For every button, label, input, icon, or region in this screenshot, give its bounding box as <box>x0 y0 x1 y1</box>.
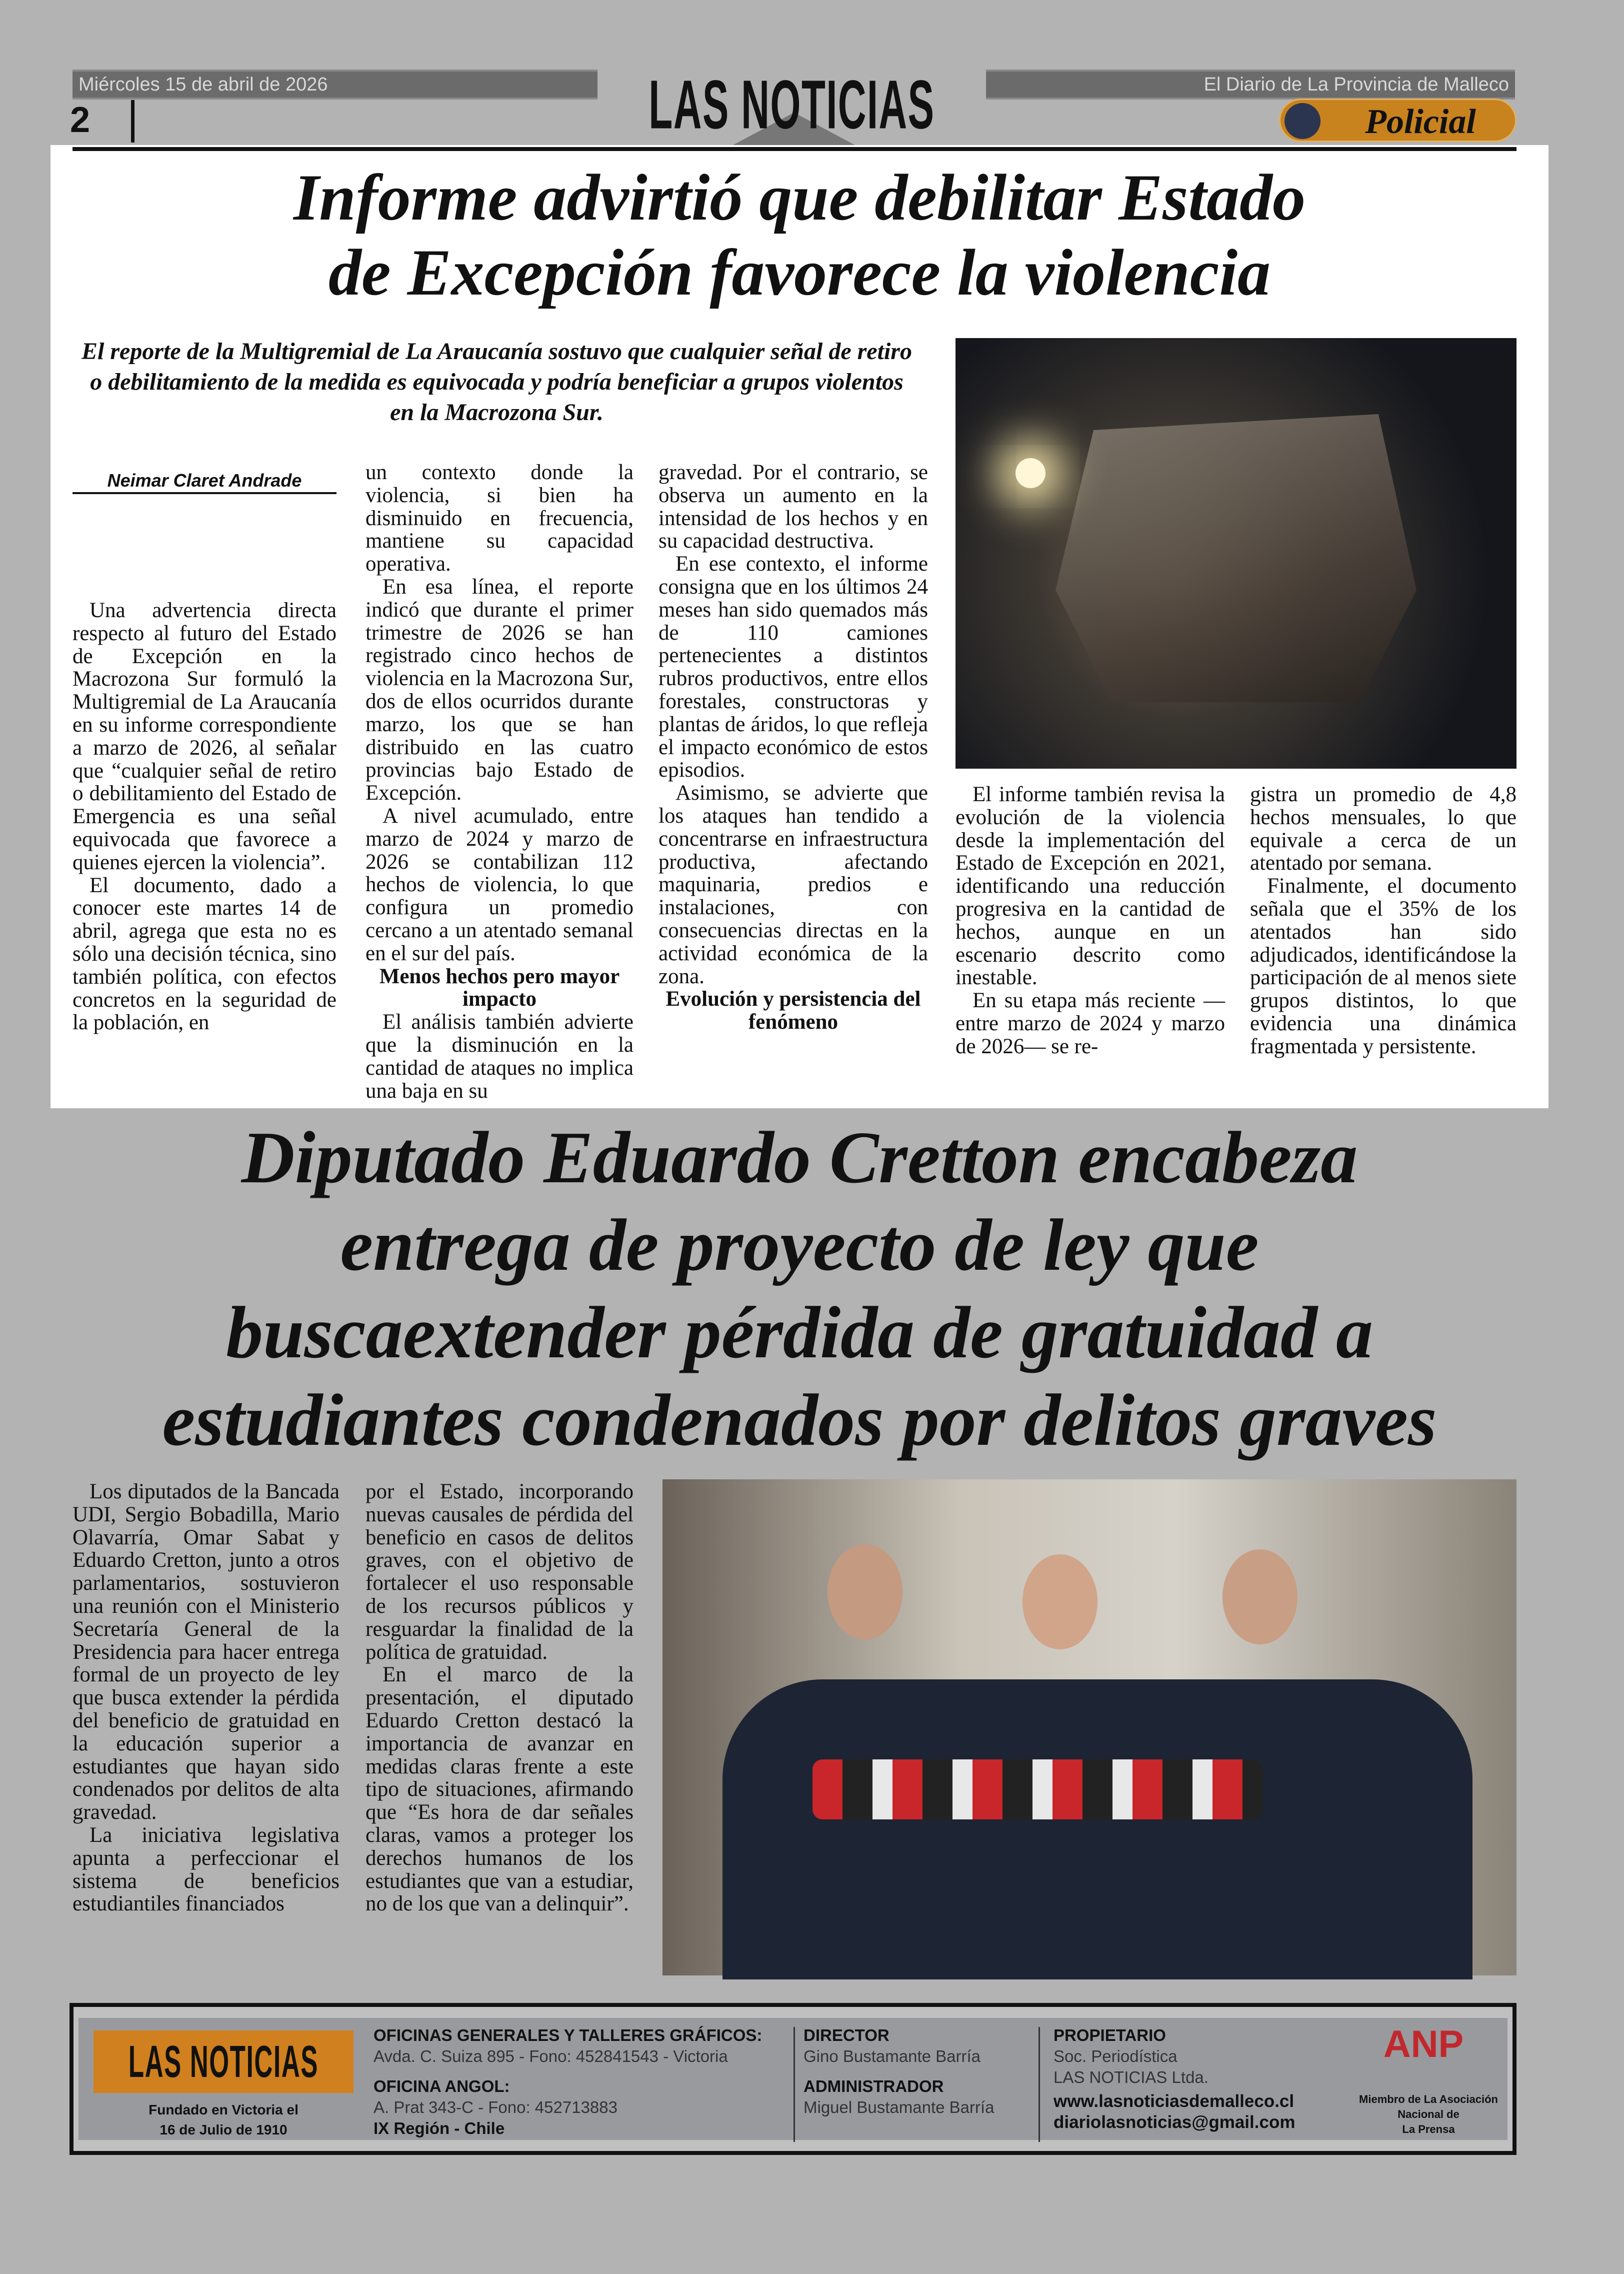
headline-line: Diputado Eduardo Cretton encabeza <box>241 1117 1358 1199</box>
article-1-column <box>366 461 634 1103</box>
microphones <box>812 1759 1262 1819</box>
paragraph: El informe también revisa la evolución de la violencia desde la implementación del Estado de Excepción en 2021, identificando una reducción progresiva en la cantidad de hechos, aunque en un escenario descrito como inestable. <box>956 783 1225 990</box>
offices-block <box>374 2025 788 2139</box>
founded-line: Fundado en Victoria el <box>148 2102 298 2117</box>
anp-line: La Prensa <box>1402 2123 1455 2135</box>
headline-line: de Excepción favorece la violencia <box>328 236 1271 309</box>
angol-address: A. Prat 343-C - Fono: 452713883 <box>374 2098 618 2116</box>
article-2-column <box>366 1480 634 1970</box>
staff-block <box>804 2025 1038 2118</box>
offices-title: OFICINAS GENERALES Y TALLERES GRÁFICOS: <box>374 2026 762 2044</box>
footer <box>70 2003 1516 2155</box>
anp-line: Nacional de <box>1398 2108 1460 2120</box>
paragraph: Una advertencia directa respecto al futuro del Estado de Excepción en la Macrozona Sur formuló la Multigremial de La Araucanía en su informe correspondiente a marzo de 2026, al señalar que “cualquier señal de retiro o debilitamiento del Estado de Emergencia es una señal equivocada que favorece a quienes ejercen la violencia”. <box>72 599 336 874</box>
owner-block <box>1054 2025 1354 2133</box>
byline: Neimar Claret Andrade <box>72 469 336 494</box>
owner-title: PROPIETARIO <box>1054 2026 1166 2044</box>
article-2-headline <box>50 1114 1548 1464</box>
people-shape <box>722 1679 1472 1979</box>
paragraph: El análisis también advierte que la disminución en la cantidad de ataques no implica una baja en su <box>366 1010 634 1103</box>
section-label: Policial <box>1365 103 1476 141</box>
face <box>1022 1554 1098 1649</box>
paragraph: En esa línea, el reporte indicó que durante el primer trimestre de 2026 se han registrado cinco hechos de violencia en la Macrozona Sur, dos de ellos ocurridos durante marzo, los que se han distribuido en las cuatro provincias bajo Estado de Excepción. <box>366 575 634 805</box>
header-rule <box>72 147 1516 151</box>
footer-logo <box>94 2030 354 2093</box>
logo-text: LAS NOTICIAS <box>648 67 935 144</box>
founded-line: 16 de Julio de 1910 <box>160 2122 288 2137</box>
article-2-column <box>72 1480 340 1970</box>
website-link[interactable]: www.lasnoticiasdemalleco.cl <box>1054 2091 1294 2111</box>
anp-line: Miembro de La Asociación <box>1359 2093 1498 2105</box>
truck-shape <box>1056 398 1436 718</box>
paragraph: El documento, dado a conocer este martes 14 de abril, agrega que esta no es sólo una decisión técnica, sino también política, con efectos concretos en la seguridad de la población, en <box>72 873 336 1035</box>
light-glare <box>1016 458 1046 488</box>
divider <box>1038 2027 1040 2142</box>
paragraph: La iniciativa legislativa apunta a perfeccionar el sistema de beneficios estudiantiles financiados <box>72 1823 340 1916</box>
section-badge <box>1279 99 1516 142</box>
headline-line: buscaextender pérdida de gratuidad a <box>226 1292 1373 1374</box>
article-1-column <box>72 599 336 1089</box>
article-1-headline <box>50 160 1548 310</box>
article-1-column <box>956 783 1225 1089</box>
founded-note <box>94 2100 354 2140</box>
director-title: DIRECTOR <box>804 2026 890 2044</box>
paragraph: Los diputados de la Bancada UDI, Sergio Bobadilla, Mario Olavarría, Omar Sabat y Eduardo Cretton, junto a otros parlamentarios, sostuvieron una reunión con el Ministerio Secretaría General de la Presidencia para hacer entrega formal de un proyecto de ley que busca extender la pérdida del beneficio de gratuidad en la educación superior a estudiantes que hayan sido condenados por delitos de alta gravedad. <box>72 1480 340 1824</box>
paragraph: En el marco de la presentación, el diputado Eduardo Cretton destacó la importancia de avanzar en medidas claras frente a este tipo de situaciones, afirmando que “Es hora de dar señales claras, vamos a proteger los derechos humanos de los estudiantes que van a estudiar, no de los que van a delinquir”. <box>366 1663 634 1916</box>
face <box>828 1544 902 1639</box>
headline-line: entrega de proyecto de ley que <box>340 1204 1259 1286</box>
anp-member-note <box>1358 2092 1498 2137</box>
paragraph: A nivel acumulado, entre marzo de 2024 y marzo de 2026 se contabilizan 112 hechos de violencia, lo que configura un promedio cercano a un atentado semanal en el sur del país. <box>366 804 634 965</box>
owner-line: Soc. Periodística <box>1054 2047 1178 2065</box>
paragraph: Finalmente, el documento señala que el 35% de los atentados han sido adjudicados, identificándose la participación de al menos siete grupos distintos, lo que evidencia una dinámica fragmentada y persistente. <box>1250 874 1516 1058</box>
face <box>1222 1549 1298 1644</box>
offices-address: Avda. C. Suiza 895 - Fono: 452841543 - Victoria <box>374 2047 728 2065</box>
admin-title: ADMINISTRADOR <box>804 2077 944 2095</box>
page-number-divider <box>131 100 134 143</box>
owner-line: LAS NOTICIAS Ltda. <box>1054 2068 1208 2086</box>
paragraph: En su etapa más reciente —entre marzo de 2024 y marzo de 2026— se re- <box>956 989 1225 1058</box>
article-1-column <box>1250 783 1516 1089</box>
footer-logo-text: LAS NOTICIAS <box>128 2036 319 2087</box>
issue-date: Miércoles 15 de abril de 2026 <box>78 74 328 95</box>
headline-line: estudiantes condenados por delitos graves <box>162 1379 1437 1461</box>
deputies-press-photo <box>662 1479 1516 1975</box>
paragraph: por el Estado, incorporando nuevas causales de pérdida del beneficio en casos de delitos graves, con el objetivo de fortalecer el uso responsable de los recursos públicos y resguardar la finalidad de la política de gratuidad. <box>366 1480 634 1664</box>
headline-line: Informe advirtió que debilitar Estado <box>293 161 1306 234</box>
email-link[interactable]: diariolasnoticias@gmail.com <box>1054 2112 1296 2132</box>
article-1-subtitle: El reporte de la Multigremial de La Araucanía sostuvo que cualquier señal de retiro o debilitamiento de la medida es equivocada y podría beneficiar a grupos violentos en la Macrozona Sur. <box>82 338 912 426</box>
paragraph: Asimismo, se advierte que los ataques han tendido a concentrarse en infraestructura productiva, afectando maquinaria, predios e instalaciones, con consecuencias directas en la actividad económica de la zona. <box>658 781 928 988</box>
region: IX Región - Chile <box>374 2119 505 2137</box>
tagline: El Diario de La Provincia de Malleco <box>1204 74 1509 95</box>
tagline-bar <box>986 70 1515 100</box>
paragraph: gravedad. Por el contrario, se observa un aumento en la intensidad de los hechos y en su capacidad destructiva. <box>658 461 928 553</box>
director-name: Gino Bustamante Barría <box>804 2047 981 2065</box>
subheading: Menos hechos pero mayor impacto <box>379 964 620 1011</box>
anp-logo: ANP <box>1383 2023 1464 2065</box>
paragraph: En ese contexto, el informe consigna que en los últimos 24 meses han sido quemados más de 110 camiones pertenecientes a distintos rubros productivos, entre ellos forestales, constructoras y plantas de áridos, lo que refleja el impacto económico de estos episodios. <box>658 552 928 782</box>
date-bar <box>72 70 598 100</box>
admin-name: Miguel Bustamante Barría <box>804 2098 994 2116</box>
angol-title: OFICINA ANGOL: <box>374 2077 510 2095</box>
article-1-column <box>658 461 928 1089</box>
police-icon <box>1284 103 1320 139</box>
page-number: 2 <box>70 100 90 140</box>
burned-truck-photo <box>956 338 1516 769</box>
paragraph: un contexto donde la violencia, si bien ha disminuido en frecuencia, mantiene su capacidad operativa. <box>366 461 634 576</box>
divider <box>794 2027 795 2142</box>
paragraph: gistra un promedio de 4,8 hechos mensuales, lo que equivale a cerca de un atentado por semana. <box>1250 783 1516 875</box>
subheading: Evolución y persistencia del fenómeno <box>666 987 921 1034</box>
